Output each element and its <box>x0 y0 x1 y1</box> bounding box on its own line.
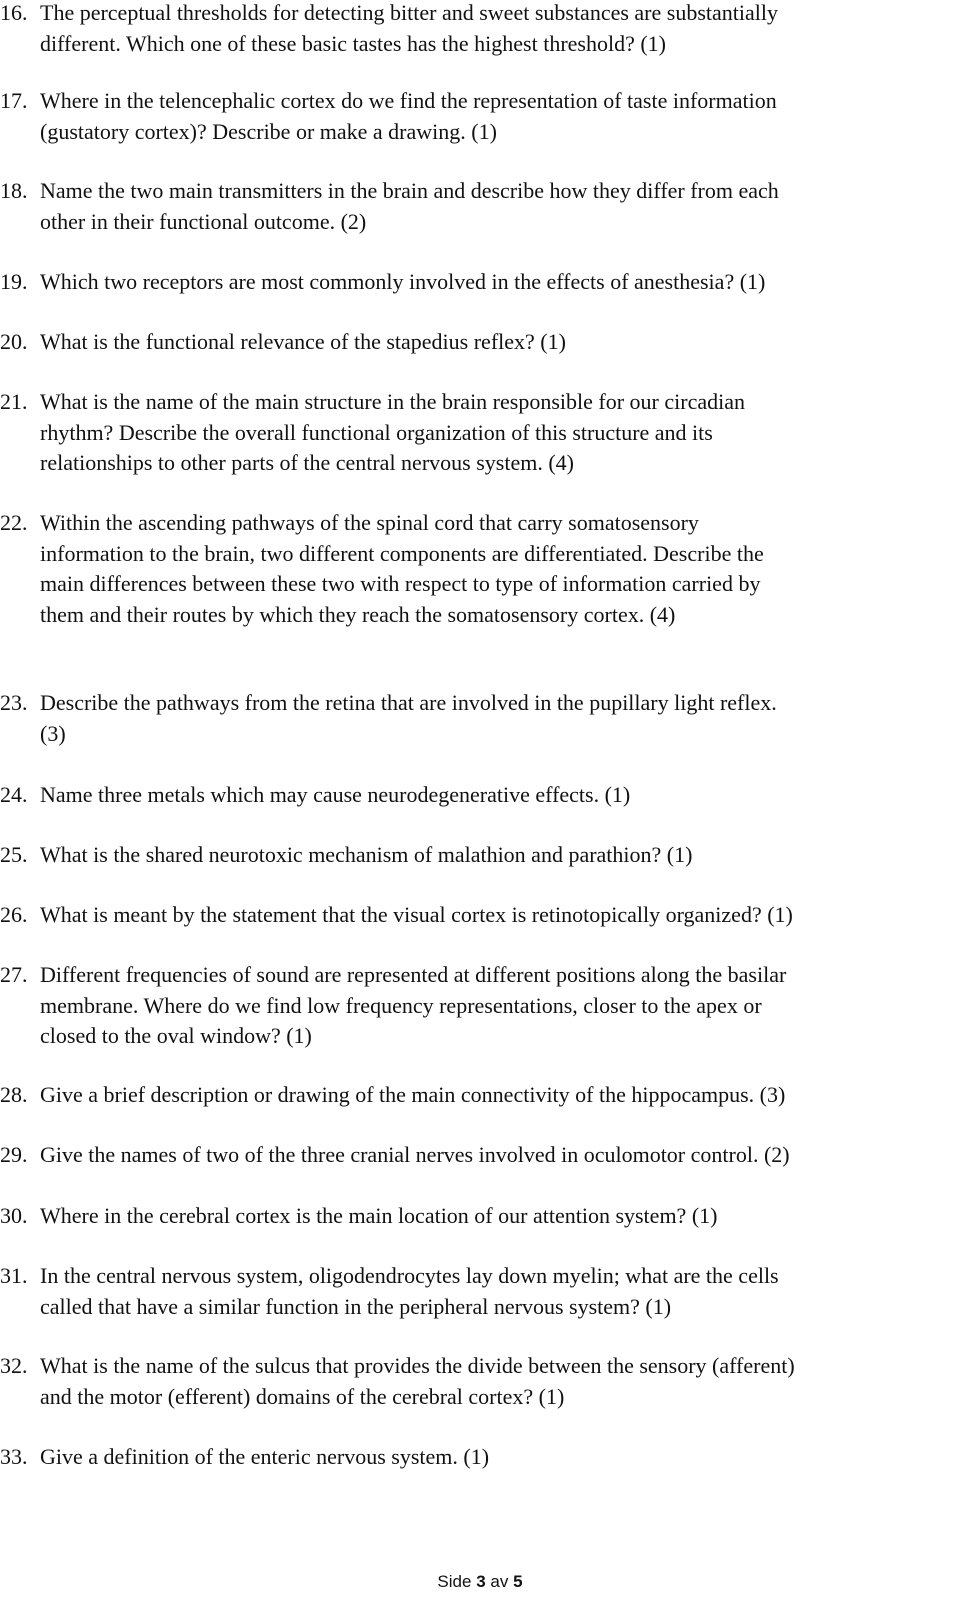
question-text <box>40 780 958 811</box>
question-line: and the motor (efferent) domains of the cerebral cortex? (1) <box>40 1383 565 1409</box>
question-32 <box>0 1351 960 1412</box>
question-25 <box>0 840 960 871</box>
question-text <box>40 1201 958 1232</box>
question-line: Give a definition of the enteric nervous system. (1) <box>40 1444 490 1469</box>
question-text <box>40 960 958 1052</box>
question-line: Name three metals which may cause neurodegenerative effects. (1) <box>40 782 631 807</box>
question-27 <box>0 960 960 1052</box>
question-31 <box>0 1261 960 1322</box>
question-21 <box>0 387 960 479</box>
question-number: 18. <box>0 178 28 203</box>
question-text <box>40 688 958 749</box>
question-text <box>40 327 958 358</box>
question-line: Name the two main transmitters in the brain and describe how they differ from each <box>40 178 779 203</box>
question-number: 22. <box>0 510 28 535</box>
footer-middle: av <box>490 1572 509 1591</box>
question-line: Which two receptors are most commonly involved in the effects of anesthesia? (1) <box>40 269 766 294</box>
question-line: membrane. Where do we find low frequency representations, closer to the apex or <box>40 992 762 1018</box>
question-text <box>40 0 958 59</box>
question-number: 33. <box>0 1444 28 1469</box>
question-23 <box>0 688 960 749</box>
question-text <box>40 508 958 630</box>
footer-page-total: 5 <box>513 1572 523 1591</box>
question-number: 29. <box>0 1142 28 1167</box>
question-number: 31. <box>0 1263 28 1288</box>
question-line: What is the name of the sulcus that provides the divide between the sensory (afferent) <box>40 1353 795 1378</box>
question-text <box>40 1140 958 1171</box>
question-number: 24. <box>0 782 28 807</box>
question-line: In the central nervous system, oligodendrocytes lay down myelin; what are the cells <box>40 1263 779 1288</box>
question-33 <box>0 1442 960 1473</box>
question-text <box>40 900 958 931</box>
question-line: closed to the oval window? (1) <box>40 1023 312 1048</box>
question-line: Different frequencies of sound are represented at different positions along the basilar <box>40 962 787 987</box>
question-text <box>40 176 958 237</box>
question-text <box>40 840 958 871</box>
question-number: 28. <box>0 1082 28 1107</box>
question-20 <box>0 327 960 358</box>
question-number: 32. <box>0 1353 28 1378</box>
question-line: them and their routes by which they reach the somatosensory cortex. (4) <box>40 601 676 627</box>
question-line: information to the brain, two different components are differentiated. Describe the <box>40 540 764 566</box>
question-text <box>40 86 958 147</box>
question-28 <box>0 1080 960 1111</box>
question-number: 19. <box>0 269 28 294</box>
question-26 <box>0 900 960 931</box>
question-29 <box>0 1140 960 1171</box>
question-line: Describe the pathways from the retina that are involved in the pupillary light reflex. <box>40 690 777 715</box>
question-text <box>40 1080 958 1111</box>
question-number: 21. <box>0 389 28 414</box>
question-24 <box>0 780 960 811</box>
footer-prefix: Side <box>437 1572 472 1591</box>
question-18 <box>0 176 960 237</box>
question-number: 26. <box>0 902 28 927</box>
question-line: Give the names of two of the three cranial nerves involved in oculomotor control. (2) <box>40 1142 790 1167</box>
question-number: 30. <box>0 1203 28 1228</box>
question-line: What is the functional relevance of the stapedius reflex? (1) <box>40 329 566 354</box>
question-text <box>40 267 958 298</box>
question-line: Give a brief description or drawing of the main connectivity of the hippocampus. (3) <box>40 1082 786 1107</box>
question-line: What is meant by the statement that the visual cortex is retinotopically organized? (1) <box>40 902 793 927</box>
question-number: 23. <box>0 690 28 715</box>
question-number: 16. <box>0 0 28 25</box>
question-line: (3) <box>40 720 66 746</box>
question-line: Within the ascending pathways of the spinal cord that carry somatosensory <box>40 510 699 535</box>
question-text <box>40 1442 958 1473</box>
question-text <box>40 387 958 479</box>
question-line: Where in the telencephalic cortex do we find the representation of taste information <box>40 88 777 113</box>
question-text <box>40 1261 958 1322</box>
question-line: What is the shared neurotoxic mechanism of malathion and parathion? (1) <box>40 842 693 867</box>
question-22 <box>0 508 960 630</box>
question-17 <box>0 86 960 147</box>
question-line: Where in the cerebral cortex is the main location of our attention system? (1) <box>40 1203 718 1228</box>
question-number: 27. <box>0 962 28 987</box>
question-line: rhythm? Describe the overall functional organization of this structure and its <box>40 419 713 445</box>
question-line: other in their functional outcome. (2) <box>40 208 367 234</box>
footer-page-number: 3 <box>476 1572 486 1591</box>
question-line: The perceptual thresholds for detecting bitter and sweet substances are substantially <box>40 0 778 25</box>
question-number: 25. <box>0 842 28 867</box>
question-number: 17. <box>0 88 28 113</box>
question-16 <box>0 0 960 59</box>
question-line: What is the name of the main structure in the brain responsible for our circadian <box>40 389 745 414</box>
question-line: main differences between these two with respect to type of information carried by <box>40 571 761 596</box>
question-line: different. Which one of these basic tastes has the highest threshold? (1) <box>40 30 667 56</box>
question-30 <box>0 1201 960 1232</box>
page-footer <box>0 1572 960 1592</box>
question-line: relationships to other parts of the central nervous system. (4) <box>40 450 574 475</box>
question-text <box>40 1351 958 1412</box>
question-19 <box>0 267 960 298</box>
question-line: called that have a similar function in the peripheral nervous system? (1) <box>40 1293 672 1319</box>
question-line: (gustatory cortex)? Describe or make a drawing. (1) <box>40 118 497 144</box>
question-number: 20. <box>0 329 28 354</box>
